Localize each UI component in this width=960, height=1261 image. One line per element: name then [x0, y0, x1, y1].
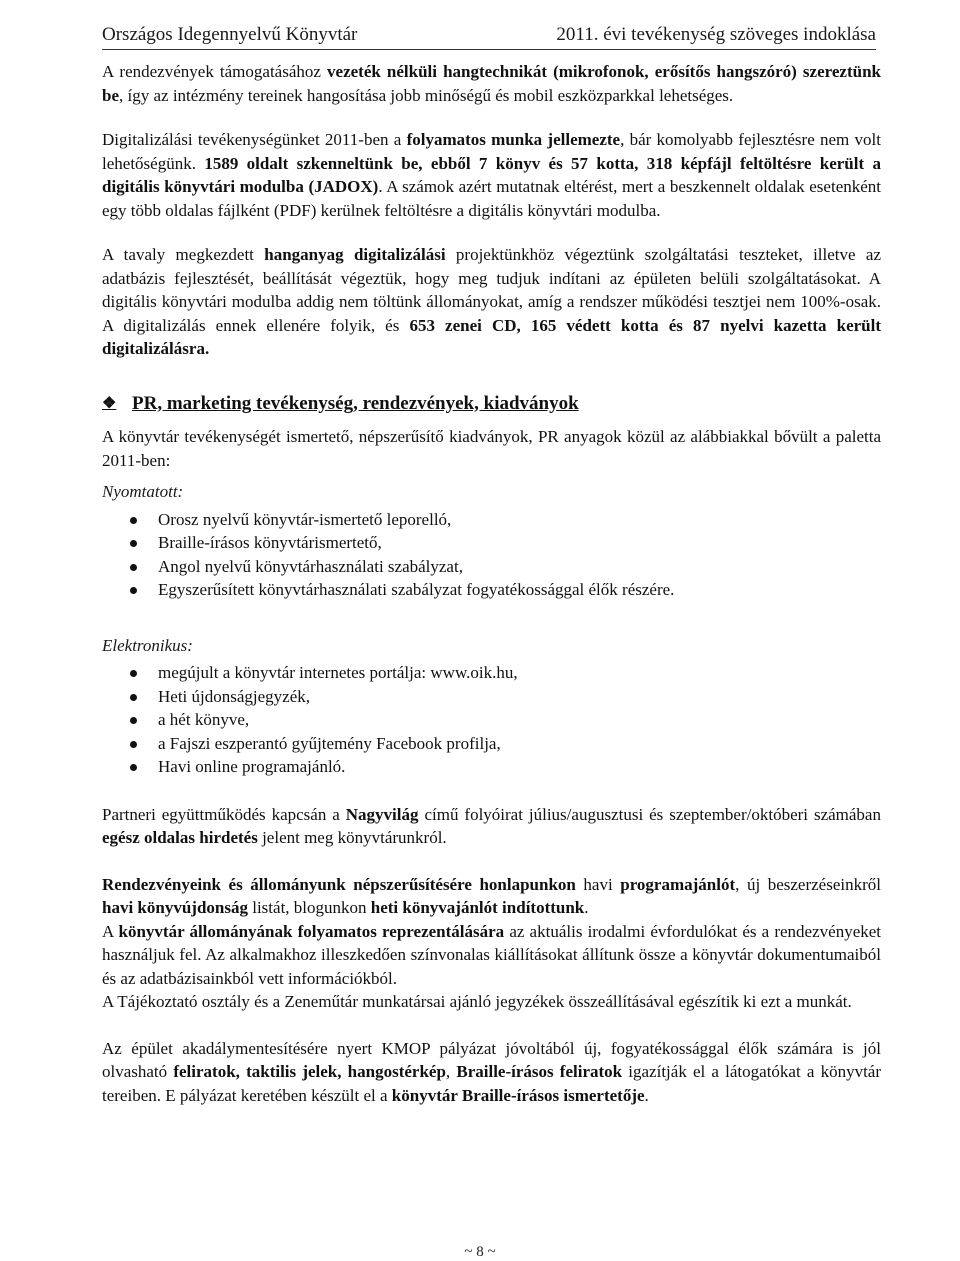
list-item: Braille-írásos könyvtárismertető, — [102, 531, 881, 555]
paragraph-digitization: Digitalizálási tevékenységünket 2011-ben a folyamatos munka jellemezte, bár komolyabb fejlesztésre nem volt lehetőségünk. 1589 oldalt szkenneltünk be, ebből 7 könyv és 57 kotta, 318 képfájl feltöltésre került a digitális könyvtári modulba (JADOX). A számok azért mutatnak eltérést, mert a beszkennelt oldalak esetenként egy több oldalas fájlként (PDF) kerülnek feltöltésre a digitális könyvtári modulba. — [102, 130, 882, 220]
paragraph-website-promotion: Rendezvényeink és állományunk népszerűsítésére honlapunkon havi programajánlót, új beszerzéseinkről havi könyvújdonság listát, blogunkon heti könyvajánlót indítottunk. — [102, 874, 881, 917]
list-item: megújult a könyvtár internetes portálja: www.oik.hu, — [102, 661, 881, 685]
paragraph-collection-representation: A könyvtár állományának folyamatos reprezentálására az aktuális irodalmi évfordulókat és a rendezvényeket használjuk fel. Az alkalmakhoz illeszkedően színvonalas kiállításokat állítunk össze a könyvtár dokumentumaiból és az adatbázisainkból vett információkból. — [102, 921, 882, 988]
section-heading-pr — [102, 392, 881, 416]
list-item: a hét könyve, — [102, 708, 881, 732]
electronic-list — [102, 661, 881, 779]
list-item: Egyszerűsített könyvtárhasználati szabályzat fogyatékossággal élők részére. — [102, 578, 881, 602]
list-item: Orosz nyelvű könyvtár-ismertető leporelló, — [102, 508, 881, 532]
diamond-bullet-icon: ❖ — [102, 394, 117, 412]
section-title: PR, marketing tevékenység, rendezvények, kiadványok — [132, 392, 579, 414]
paragraph-sound-equipment: A rendezvények támogatásához vezeték nélküli hangtechnikát (mikrofonok, erősítős hangszóró) szereztünk be, így az intézmény tereinek hangosítása jobb minőségű és mobil eszközparkkal lehetséges. — [102, 62, 881, 105]
header-report-title: 2011. évi tevékenység szöveges indoklása — [556, 24, 876, 45]
page-header — [102, 16, 876, 50]
electronic-heading: Elektronikus: — [102, 635, 193, 655]
paragraph-publications-intro: A könyvtár tevékenységét ismertető, népszerűsítő kiadványok, PR anyagok közül az alábbiakkal bővült a paletta 2011-ben: — [102, 427, 881, 470]
page-number: ~ 8 ~ — [464, 1244, 496, 1260]
printed-list — [102, 508, 881, 602]
paragraph-audio-digitization: A tavaly megkezdett hanganyag digitalizálási projektünkhöz végeztünk szolgáltatási teszteket, illetve az adatbázis fejlesztését, beállítását végeztük, hogy meg tudjuk indítani az épületen belüli szolgáltatásokat. A digitális könyvtári modulba addig nem töltünk állományokat, amíg a rendszer működési tesztjei nem 100%-osak. A digitalizálás ennek ellenére folyik, és 653 zenei CD, 165 védett kotta és 87 nyelvi kazetta került digitalizálásra. — [102, 245, 881, 358]
list-item: Havi online programajánló. — [102, 755, 881, 779]
printed-heading: Nyomtatott: — [102, 482, 184, 501]
paragraph-partnership: Partneri együttműködés kapcsán a Nagyvilág című folyóirat július/augusztusi és szeptember/októberi számában egész oldalas hirdetés jelent meg könyvtárunkról. — [102, 804, 881, 847]
list-item: Angol nyelvű könyvtárhasználati szabályzat, — [102, 555, 881, 579]
list-item: a Fajszi eszperantó gyűjtemény Facebook profilja, — [102, 732, 881, 756]
paragraph-accessibility: Az épület akadálymentesítésére nyert KMOP pályázat jóvoltából új, fogyatékossággal élők számára is jól olvasható feliratok, taktilis jelek, hangostérkép, Braille-írásos feliratok igazítják el a látogatókat a könyvtár tereiben. E pályázat keretében készült el a könyvtár Braille-írásos ismertetője. — [102, 1038, 882, 1105]
paragraph-reference-lists: A Tájékoztató osztály és a Zeneműtár munkatársai ajánló jegyzékek összeállításával egészítik ki ezt a munkát. — [102, 992, 852, 1011]
list-item: Heti újdonságjegyzék, — [102, 685, 881, 709]
header-institution: Országos Idegennyelvű Könyvtár — [102, 24, 358, 45]
page-body — [102, 60, 881, 1107]
